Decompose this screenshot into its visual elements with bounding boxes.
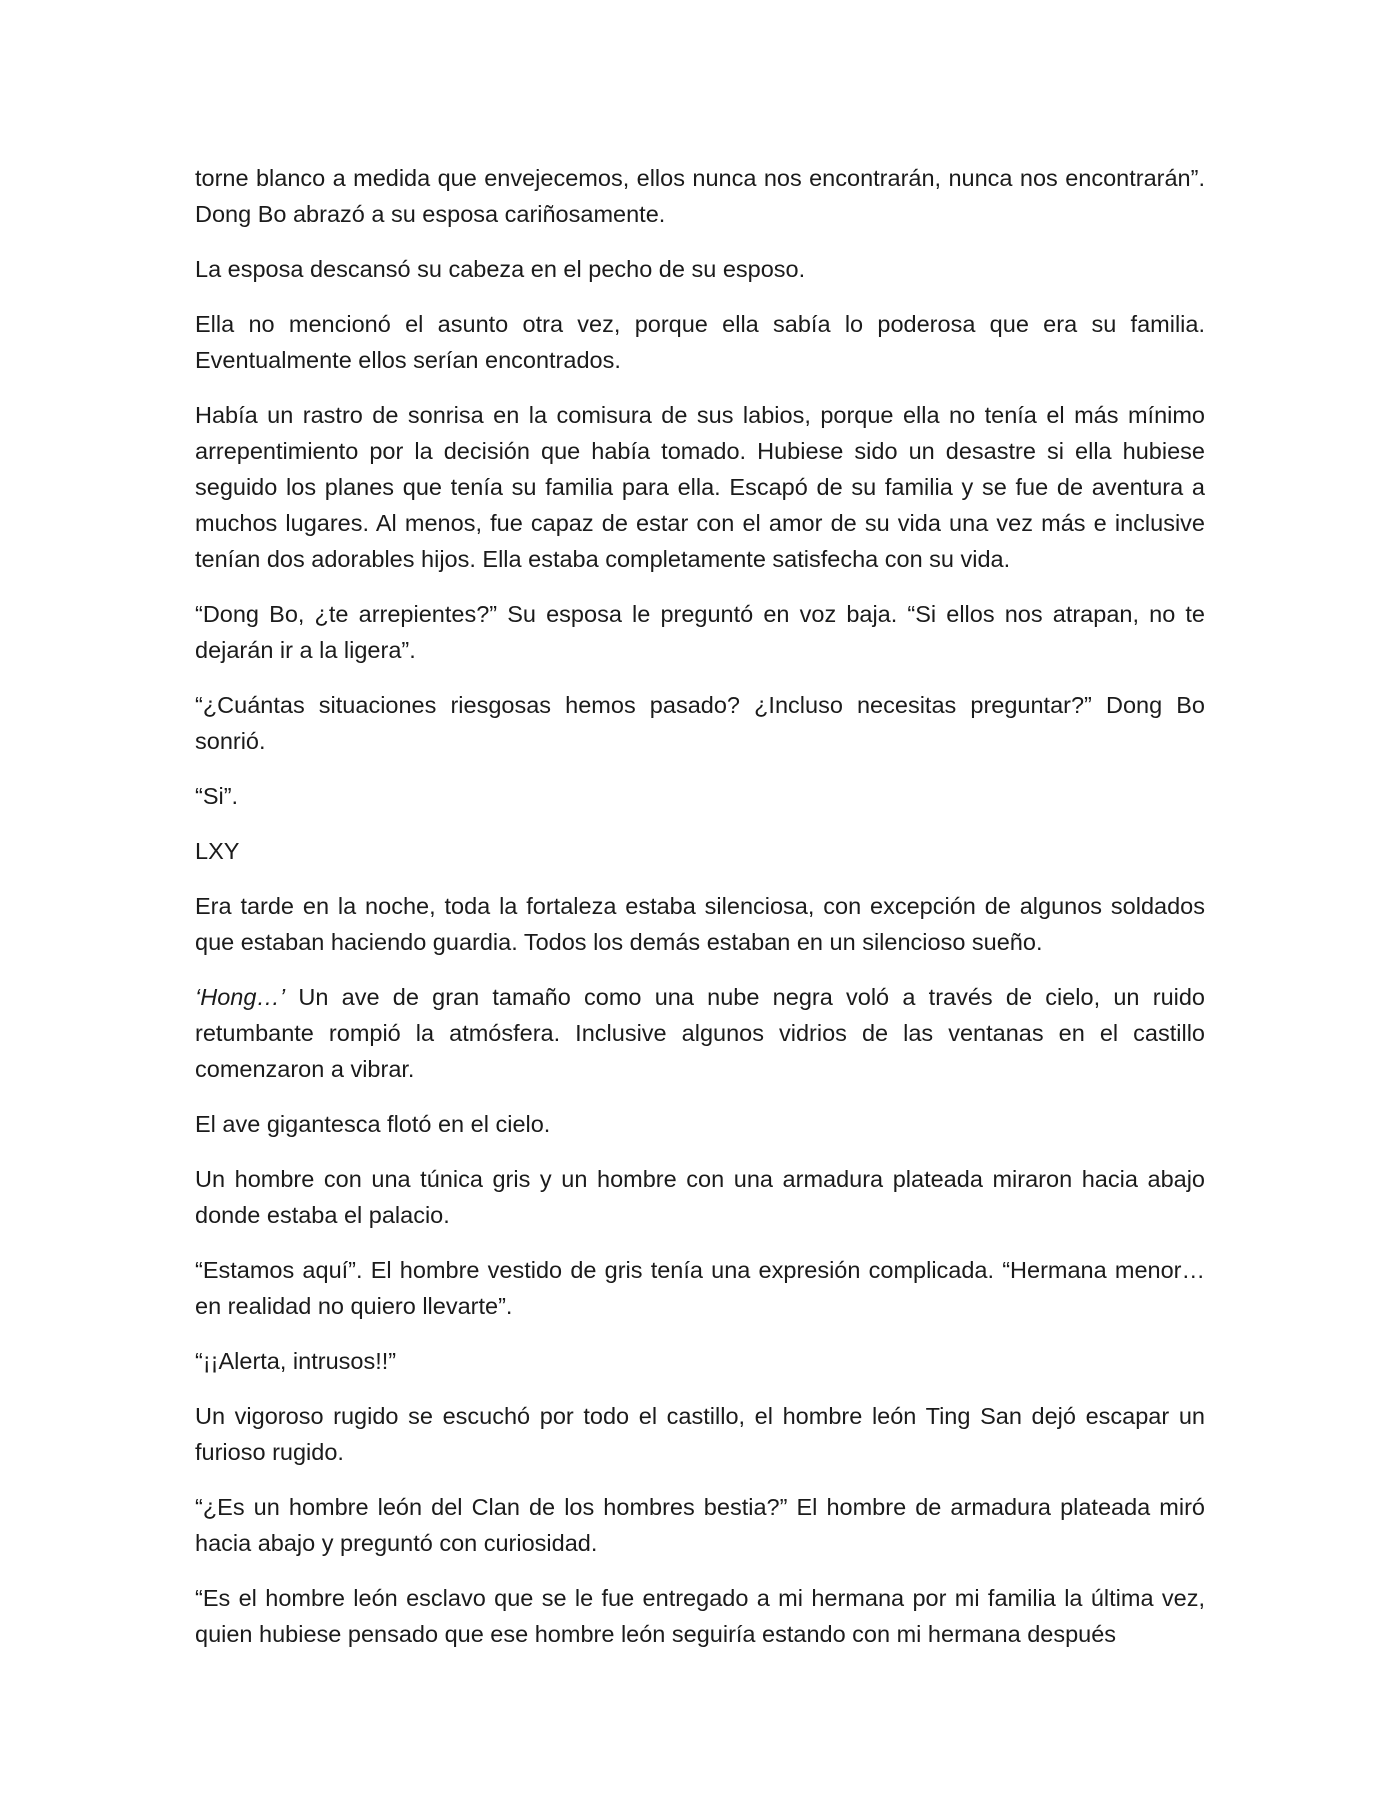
scene-break-text: LXY [195,838,240,864]
paragraph [195,778,1205,814]
paragraph-text: torne blanco a medida que envejecemos, ellos nunca nos encontrarán, nunca nos encontrarán”. Dong Bo abrazó a su esposa cariñosamente. [195,165,1205,227]
paragraph [195,1580,1205,1652]
paragraph [195,1106,1205,1142]
scene-break [195,833,1205,869]
paragraph-text: La esposa descansó su cabeza en el pecho de su esposo. [195,256,806,282]
paragraph [195,306,1205,378]
paragraph-text: El ave gigantesca flotó en el cielo. [195,1111,551,1137]
paragraph [195,888,1205,960]
paragraph [195,1398,1205,1470]
document-body [195,160,1205,1671]
paragraph-text: Un ave de gran tamaño como una nube negra voló a través de cielo, un ruido retumbante rompió la atmósfera. Inclusive algunos vidrios de las ventanas en el castillo comenzaron a vibrar. [195,984,1205,1082]
paragraph-text: Había un rastro de sonrisa en la comisura de sus labios, porque ella no tenía el más mínimo arrepentimiento por la decisión que había tomado. Hubiese sido un desastre si ella hubiese seguido los planes que tenía su familia para ella. Escapó de su familia y se fue de aventura a muchos lugares. Al menos, fue capaz de estar con el amor de su vida una vez más e inclusive tenían dos adorables hijos. Ella estaba completamente satisfecha con su vida. [195,402,1205,572]
paragraph-text: “Si”. [195,783,239,809]
paragraph-text: Un hombre con una túnica gris y un hombre con una armadura plateada miraron hacia abajo donde estaba el palacio. [195,1166,1205,1228]
paragraph-text: “Es el hombre león esclavo que se le fue entregado a mi hermana por mi familia la última vez, quien hubiese pensado que ese hombre león seguiría estando con mi hermana después [195,1585,1205,1647]
paragraph [195,251,1205,287]
paragraph [195,397,1205,577]
paragraph-text: Ella no mencionó el asunto otra vez, porque ella sabía lo poderosa que era su familia. Eventualmente ellos serían encontrados. [195,311,1205,373]
paragraph [195,687,1205,759]
paragraph-text: “¡¡Alerta, intrusos!!” [195,1348,397,1374]
paragraph-text: Un vigoroso rugido se escuchó por todo el castillo, el hombre león Ting San dejó escapar un furioso rugido. [195,1403,1205,1465]
paragraph [195,160,1205,232]
paragraph [195,979,1205,1087]
paragraph [195,1489,1205,1561]
paragraph [195,1252,1205,1324]
paragraph-text: Era tarde en la noche, toda la fortaleza estaba silenciosa, con excepción de algunos soldados que estaban haciendo guardia. Todos los demás estaban en un silencioso sueño. [195,893,1205,955]
paragraph [195,1343,1205,1379]
paragraph [195,1161,1205,1233]
paragraph-text: “¿Cuántas situaciones riesgosas hemos pasado? ¿Incluso necesitas preguntar?” Dong Bo sonrió. [195,692,1205,754]
paragraph-text: “Dong Bo, ¿te arrepientes?” Su esposa le preguntó en voz baja. “Si ellos nos atrapan, no te dejarán ir a la ligera”. [195,601,1205,663]
onomatopoeia-text: ‘Hong…’ [195,984,286,1010]
paragraph [195,596,1205,668]
paragraph-text: “¿Es un hombre león del Clan de los hombres bestia?” El hombre de armadura plateada miró hacia abajo y preguntó con curiosidad. [195,1494,1205,1556]
paragraph-text: “Estamos aquí”. El hombre vestido de gris tenía una expresión complicada. “Hermana menor… en realidad no quiero llevarte”. [195,1257,1205,1319]
